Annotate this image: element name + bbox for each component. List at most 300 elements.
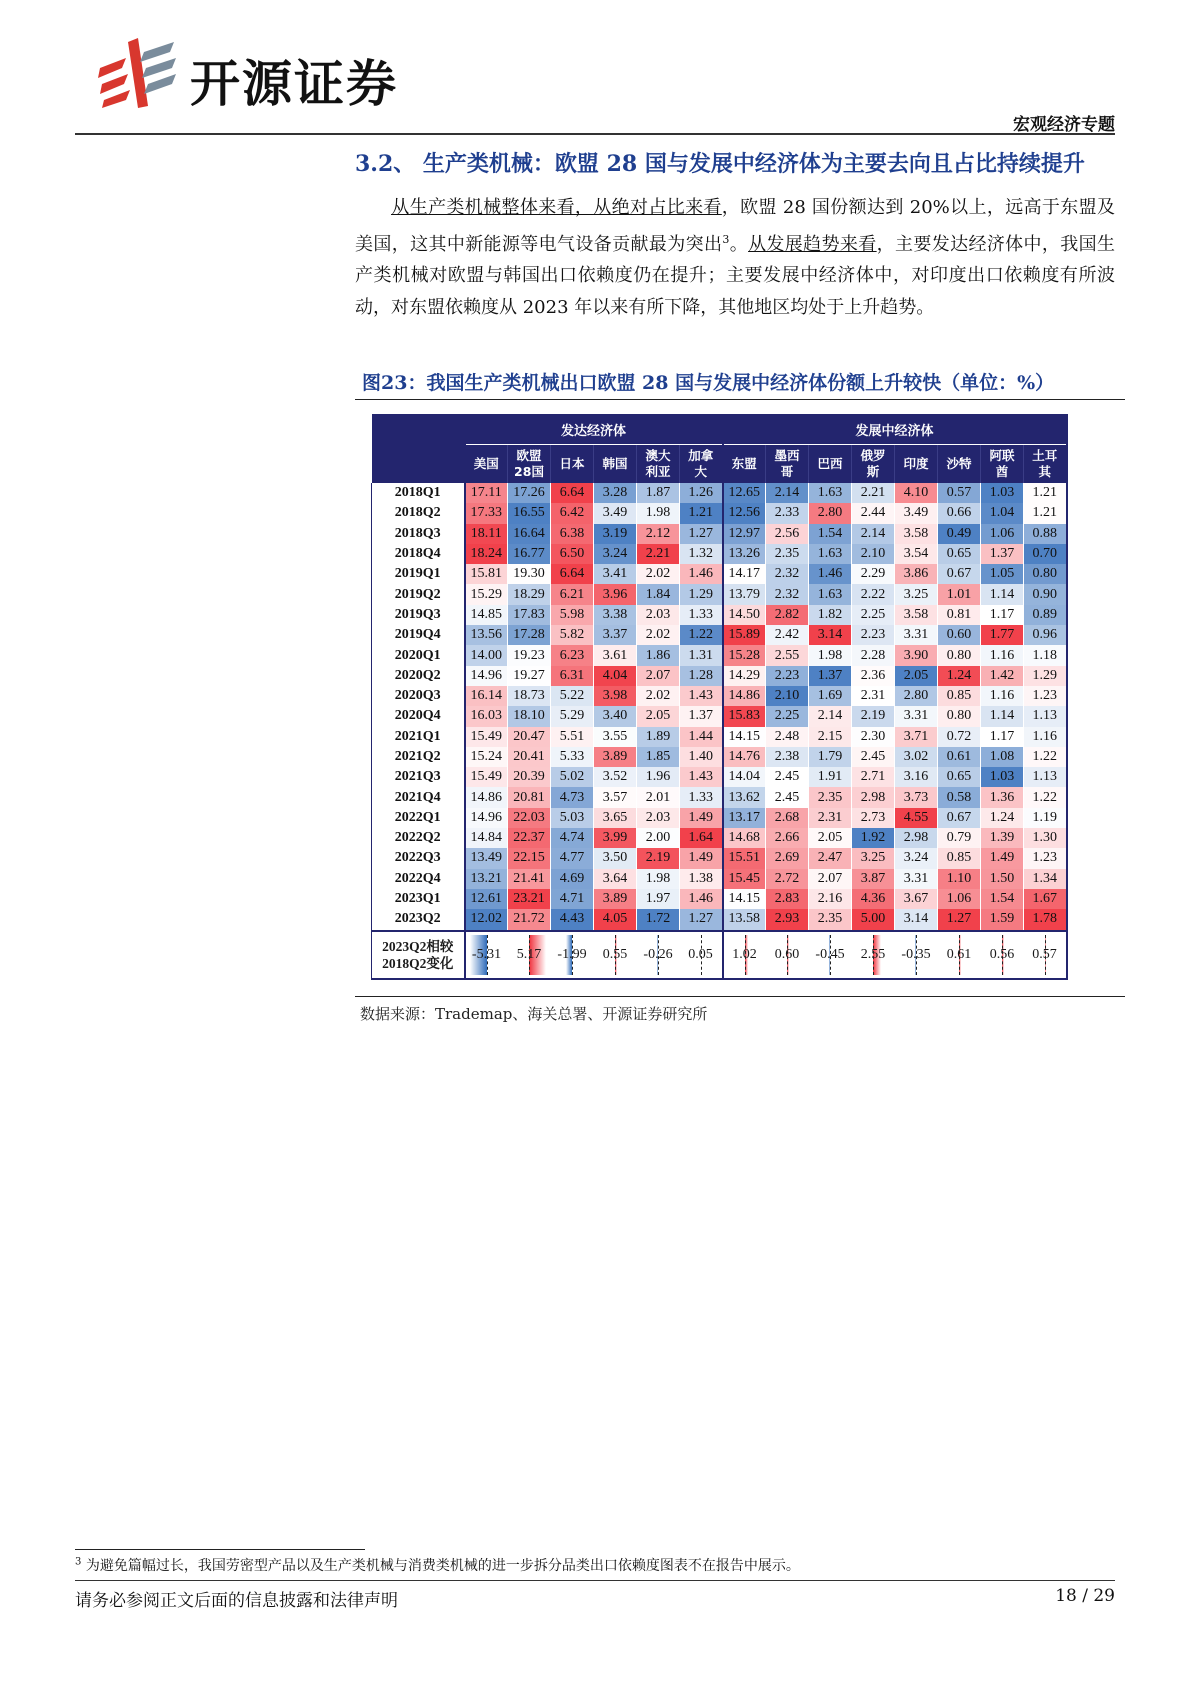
table-cell: 1.79 (809, 747, 852, 767)
table-cell: 1.19 (1024, 808, 1067, 828)
table-cell: 1.85 (637, 747, 680, 767)
footer-disclaimer[interactable]: 请务必参阅正文后面的信息披露和法律声明 (75, 1591, 398, 1611)
table-cell: 4.74 (551, 828, 594, 848)
column-header-line1: 东盟 (731, 456, 757, 471)
change-cell (766, 931, 809, 979)
table-row (372, 889, 1067, 909)
change-label-line2: 2018Q2变化 (382, 955, 454, 971)
table-cell: 20.39 (508, 767, 551, 787)
column-header-line2: 28国 (514, 464, 544, 479)
table-cell: 1.13 (1024, 767, 1067, 787)
table-cell: 13.58 (723, 909, 766, 930)
table-cell: 2.07 (809, 869, 852, 889)
table-cell: 14.96 (465, 666, 508, 686)
table-cell: 1.82 (809, 605, 852, 625)
table-cell: 1.59 (981, 909, 1024, 930)
table-cell: 3.99 (594, 828, 637, 848)
table-cell: 1.37 (981, 544, 1024, 564)
table-cell: 1.98 (637, 503, 680, 523)
change-cell (1024, 931, 1067, 979)
change-value: -0.26 (643, 946, 673, 962)
table-row (372, 666, 1067, 686)
table-cell: 2.31 (809, 808, 852, 828)
change-cell (637, 931, 680, 979)
table-cell: 2.01 (637, 787, 680, 807)
table-cell: 0.80 (938, 706, 981, 726)
table-cell: 1.23 (1024, 686, 1067, 706)
table-cell: 0.65 (938, 767, 981, 787)
table-cell: 1.49 (981, 848, 1024, 868)
column-header-line1: 沙特 (946, 456, 972, 471)
table-cell: 22.15 (508, 848, 551, 868)
table-cell: 3.24 (895, 848, 938, 868)
table-cell: 2.02 (637, 564, 680, 584)
table-cell: 15.89 (723, 625, 766, 645)
table-cell: 2.48 (766, 727, 809, 747)
table-cell: 17.33 (465, 503, 508, 523)
table-row (372, 787, 1067, 807)
table-cell: 6.42 (551, 503, 594, 523)
table-cell: 16.64 (508, 524, 551, 544)
table-row (372, 544, 1067, 564)
table-cell: 12.61 (465, 889, 508, 909)
table-cell: 1.43 (680, 686, 723, 706)
table-cell: 1.38 (680, 869, 723, 889)
table-cell: 14.68 (723, 828, 766, 848)
table-cell: 1.44 (680, 727, 723, 747)
table-cell: 14.85 (465, 605, 508, 625)
table-cell: 15.51 (723, 848, 766, 868)
table-cell: 1.04 (981, 503, 1024, 523)
table-cell: 3.25 (852, 848, 895, 868)
table-cell: 23.21 (508, 889, 551, 909)
table-cell: 0.85 (938, 686, 981, 706)
table-cell: 2.30 (852, 727, 895, 747)
table-cell: 14.50 (723, 605, 766, 625)
table-cell: 5.02 (551, 767, 594, 787)
table-cell: 1.43 (680, 767, 723, 787)
table-cell: 2.35 (809, 787, 852, 807)
table-cell: 14.15 (723, 889, 766, 909)
footnote-mark: 3 (75, 1556, 82, 1568)
table-cell: 1.46 (809, 564, 852, 584)
export-share-heatmap-table (371, 414, 1068, 980)
table-row (372, 564, 1067, 584)
table-cell: 1.46 (680, 889, 723, 909)
table-cell: 3.24 (594, 544, 637, 564)
table-cell: 2.14 (809, 706, 852, 726)
table-cell: 3.89 (594, 889, 637, 909)
table-cell: 1.49 (680, 848, 723, 868)
table-cell: 1.33 (680, 787, 723, 807)
logo-mark-icon (98, 38, 178, 108)
table-row (372, 605, 1067, 625)
table-cell: 0.67 (938, 564, 981, 584)
change-value: -5.31 (471, 946, 502, 962)
table-cell: 3.37 (594, 625, 637, 645)
table-cell: 1.26 (680, 483, 723, 503)
table-cell: 4.04 (594, 666, 637, 686)
table-cell: 0.96 (1024, 625, 1067, 645)
table-cell: 2.33 (766, 503, 809, 523)
table-cell: 13.56 (465, 625, 508, 645)
table-cell: 3.86 (895, 564, 938, 584)
table-cell: 1.54 (809, 524, 852, 544)
table-cell: 15.28 (723, 645, 766, 665)
table-cell: 1.24 (938, 666, 981, 686)
table-cell: 15.24 (465, 747, 508, 767)
table-cell: 6.38 (551, 524, 594, 544)
row-quarter-label: 2018Q3 (372, 524, 465, 544)
change-cell (852, 931, 895, 979)
table-cell: 2.72 (766, 869, 809, 889)
table-cell: 16.03 (465, 706, 508, 726)
column-header (852, 445, 895, 484)
row-quarter-label: 2021Q4 (372, 787, 465, 807)
table-cell: 1.05 (981, 564, 1024, 584)
table-cell: 2.98 (895, 828, 938, 848)
change-cell (723, 931, 766, 979)
table-cell: 6.50 (551, 544, 594, 564)
footnote-text: 为避免篇幅过长，我国劳密型产品以及生产类机械与消费类机械的进一步拆分品类出口依赖度图表不在报告中展示。 (81, 1558, 800, 1574)
table-cell: 0.72 (938, 727, 981, 747)
table-cell: 2.31 (852, 686, 895, 706)
table-cell: 0.89 (1024, 605, 1067, 625)
header-divider (75, 133, 1115, 135)
table-row (372, 625, 1067, 645)
table-cell: 3.87 (852, 869, 895, 889)
table-cell: 14.96 (465, 808, 508, 828)
table-cell: 12.97 (723, 524, 766, 544)
table-cell: 5.33 (551, 747, 594, 767)
table-cell: 3.41 (594, 564, 637, 584)
table-cell: 1.30 (1024, 828, 1067, 848)
table-cell: 6.64 (551, 483, 594, 503)
table-cell: 3.02 (895, 747, 938, 767)
change-value: 0.57 (1032, 946, 1057, 962)
table-cell: 2.45 (766, 787, 809, 807)
change-row (372, 931, 1067, 979)
row-quarter-label: 2018Q2 (372, 503, 465, 523)
table-cell: 1.46 (680, 564, 723, 584)
table-cell: 0.49 (938, 524, 981, 544)
table-cell: 17.26 (508, 483, 551, 503)
table-row (372, 828, 1067, 848)
table-cell: 1.64 (680, 828, 723, 848)
row-quarter-label: 2023Q1 (372, 889, 465, 909)
change-cell (465, 931, 508, 979)
table-cell: 1.22 (1024, 747, 1067, 767)
table-cell: 1.03 (981, 483, 1024, 503)
table-cell: 0.61 (938, 747, 981, 767)
footer-divider (75, 1580, 1115, 1581)
page-number: 18 / 29 (1055, 1586, 1115, 1606)
row-quarter-label: 2022Q1 (372, 808, 465, 828)
table-cell: 6.21 (551, 584, 594, 604)
table-cell: 2.38 (766, 747, 809, 767)
table-cell: 6.23 (551, 645, 594, 665)
table-cell: 13.17 (723, 808, 766, 828)
table-cell: 16.14 (465, 686, 508, 706)
table-cell: 2.23 (852, 625, 895, 645)
table-cell: 3.14 (809, 625, 852, 645)
table-cell: 2.68 (766, 808, 809, 828)
table-cell: 3.57 (594, 787, 637, 807)
change-cell (680, 931, 723, 979)
table-cell: 1.22 (1024, 787, 1067, 807)
table-cell: 13.21 (465, 869, 508, 889)
table-cell: 0.58 (938, 787, 981, 807)
table-cell: 1.34 (1024, 869, 1067, 889)
row-quarter-label: 2020Q3 (372, 686, 465, 706)
column-header-line1: 韩国 (602, 456, 628, 471)
table-cell: 6.64 (551, 564, 594, 584)
table-cell: 3.98 (594, 686, 637, 706)
table-cell: 2.29 (852, 564, 895, 584)
change-cell (895, 931, 938, 979)
table-cell: 16.55 (508, 503, 551, 523)
table-cell: 3.28 (594, 483, 637, 503)
change-value: 5.17 (516, 946, 542, 962)
table-cell: 1.84 (637, 584, 680, 604)
table-cell: 2.19 (637, 848, 680, 868)
table-cell: 0.67 (938, 808, 981, 828)
table-cell: 18.29 (508, 584, 551, 604)
table-row (372, 808, 1067, 828)
table-cell: 1.50 (981, 869, 1024, 889)
footnote (75, 1555, 800, 1575)
column-header (981, 445, 1024, 484)
row-quarter-label: 2022Q4 (372, 869, 465, 889)
table-cell: 1.29 (680, 584, 723, 604)
table-cell: 2.25 (766, 706, 809, 726)
table-cell: 14.84 (465, 828, 508, 848)
column-header (1024, 445, 1067, 484)
table-cell: 1.23 (1024, 848, 1067, 868)
figure-top-rule (355, 399, 1125, 400)
table-cell: 1.28 (680, 666, 723, 686)
table-cell: 2.55 (766, 645, 809, 665)
table-cell: 1.24 (981, 808, 1024, 828)
table-cell: 2.98 (852, 787, 895, 807)
table-cell: 1.63 (809, 483, 852, 503)
table-cell: 2.45 (852, 747, 895, 767)
column-header (766, 445, 809, 484)
table-row (372, 584, 1067, 604)
table-cell: 3.65 (594, 808, 637, 828)
table-cell: 17.11 (465, 483, 508, 503)
table-cell: 1.72 (637, 909, 680, 930)
column-header (594, 445, 637, 484)
table-cell: 16.77 (508, 544, 551, 564)
table-cell: 1.54 (981, 889, 1024, 909)
table-cell: 2.25 (852, 605, 895, 625)
table-cell: 3.58 (895, 605, 938, 625)
table-cell: 2.14 (852, 524, 895, 544)
row-quarter-label: 2018Q4 (372, 544, 465, 564)
report-type-label: 宏观经济专题 (1013, 115, 1115, 135)
column-header-line2: 斯 (866, 464, 880, 479)
table-cell: 2.02 (637, 686, 680, 706)
table-cell: 2.05 (637, 706, 680, 726)
table-cell: 1.39 (981, 828, 1024, 848)
table-cell: 2.02 (637, 625, 680, 645)
table-cell: 0.80 (938, 645, 981, 665)
table-cell: 2.28 (852, 645, 895, 665)
table-cell: 2.23 (766, 666, 809, 686)
table-cell: 1.98 (809, 645, 852, 665)
table-cell: 6.31 (551, 666, 594, 686)
table-cell: 13.79 (723, 584, 766, 604)
table-cell: 22.37 (508, 828, 551, 848)
table-cell: 2.80 (809, 503, 852, 523)
table-cell: 1.14 (981, 584, 1024, 604)
change-row-label (372, 931, 465, 979)
table-cell: 0.65 (938, 544, 981, 564)
column-header-line2: 哥 (780, 464, 794, 479)
table-cell: 4.05 (594, 909, 637, 930)
table-cell: 14.15 (723, 727, 766, 747)
para-text-1: ，欧盟 28 国份额达到 20%以上，远高于东盟及美国，这其中新能源等电气设备贡献最为突出 (355, 197, 1115, 255)
company-logo (98, 38, 428, 113)
table-cell: 0.60 (938, 625, 981, 645)
row-quarter-label: 2020Q2 (372, 666, 465, 686)
change-value: 0.05 (688, 946, 713, 962)
change-label-line1: 2023Q2相较 (382, 938, 454, 954)
emphasis-overall: 从生产类机械整体来看，从绝对占比来看 (391, 197, 722, 218)
change-value: -0.35 (901, 946, 931, 962)
table-cell: 14.86 (723, 686, 766, 706)
change-cell (809, 931, 852, 979)
table-cell: 2.14 (766, 483, 809, 503)
figure-title: 图23：我国生产类机械出口欧盟 28 国与发展中经济体份额上升较快（单位：%） (362, 372, 1055, 394)
table-cell: 3.89 (594, 747, 637, 767)
table-cell: 2.36 (852, 666, 895, 686)
change-cell (508, 931, 551, 979)
table-cell: 21.41 (508, 869, 551, 889)
table-cell: 14.86 (465, 787, 508, 807)
table-cell: 12.65 (723, 483, 766, 503)
change-value: 1.02 (732, 946, 757, 962)
table-cell: 2.15 (809, 727, 852, 747)
group-header-developing: 发展中经济体 (723, 414, 1067, 445)
row-quarter-label: 2019Q2 (372, 584, 465, 604)
table-cell: 1.21 (1024, 503, 1067, 523)
table-cell: 1.21 (680, 503, 723, 523)
table-cell: 1.08 (981, 747, 1024, 767)
table-row (372, 645, 1067, 665)
table-cell: 1.49 (680, 808, 723, 828)
table-cell: 2.12 (637, 524, 680, 544)
table-cell: 1.13 (1024, 706, 1067, 726)
table-cell: 2.05 (809, 828, 852, 848)
column-header-line2: 其 (1038, 464, 1051, 479)
table-cell: 1.16 (1024, 727, 1067, 747)
table-cell: 2.47 (809, 848, 852, 868)
table-cell: 0.81 (938, 605, 981, 625)
table-cell: 1.03 (981, 767, 1024, 787)
table-cell: 21.72 (508, 909, 551, 930)
table-cell: 2.44 (852, 503, 895, 523)
table-cell: 1.97 (637, 889, 680, 909)
table-cell: 1.96 (637, 767, 680, 787)
table-cell: 2.10 (852, 544, 895, 564)
row-quarter-label: 2022Q3 (372, 848, 465, 868)
table-cell: 4.55 (895, 808, 938, 828)
table-cell: 3.71 (895, 727, 938, 747)
table-cell: 1.37 (680, 706, 723, 726)
table-cell: 1.21 (1024, 483, 1067, 503)
table-cell: 1.69 (809, 686, 852, 706)
table-cell: 20.41 (508, 747, 551, 767)
change-value: 0.60 (774, 946, 800, 962)
table-cell: 3.55 (594, 727, 637, 747)
table-cell: 2.07 (637, 666, 680, 686)
table-cell: 1.10 (938, 869, 981, 889)
table-cell: 2.35 (809, 909, 852, 930)
table-cell: 5.82 (551, 625, 594, 645)
table-cell: 4.69 (551, 869, 594, 889)
table-cell: 3.31 (895, 706, 938, 726)
table-cell: 5.03 (551, 808, 594, 828)
table-cell: 1.36 (981, 787, 1024, 807)
table-cell: 2.21 (852, 483, 895, 503)
change-value: 0.55 (602, 946, 628, 962)
table-row (372, 503, 1067, 523)
table-cell: 3.14 (895, 909, 938, 930)
table-cell: 1.01 (938, 584, 981, 604)
table-cell: 3.67 (895, 889, 938, 909)
row-quarter-label: 2021Q1 (372, 727, 465, 747)
table-cell: 15.49 (465, 767, 508, 787)
column-header (551, 445, 594, 484)
table-cell: 14.29 (723, 666, 766, 686)
table-cell: 1.17 (981, 727, 1024, 747)
column-header-line1: 阿联 (989, 448, 1015, 463)
table-cell: 1.06 (938, 889, 981, 909)
table-row (372, 524, 1067, 544)
table-corner (372, 414, 465, 483)
row-quarter-label: 2020Q4 (372, 706, 465, 726)
column-header-line2: 酋 (995, 464, 1009, 479)
table-cell: 0.66 (938, 503, 981, 523)
table-cell: 2.05 (895, 666, 938, 686)
table-row (372, 767, 1067, 787)
table-cell: 0.80 (1024, 564, 1067, 584)
change-cell (981, 931, 1024, 979)
column-header-line1: 美国 (473, 456, 499, 471)
column-header (938, 445, 981, 484)
table-cell: 1.16 (981, 645, 1024, 665)
table-cell: 2.10 (766, 686, 809, 706)
table-cell: 13.49 (465, 848, 508, 868)
table-cell: 3.31 (895, 869, 938, 889)
table-cell: 2.42 (766, 625, 809, 645)
table-cell: 1.17 (981, 605, 1024, 625)
column-header (465, 445, 508, 484)
table-cell: 1.16 (981, 686, 1024, 706)
table-cell: 1.77 (981, 625, 1024, 645)
table-cell: 1.40 (680, 747, 723, 767)
table-cell: 18.24 (465, 544, 508, 564)
change-value: 2.55 (860, 946, 886, 962)
table-cell: 0.70 (1024, 544, 1067, 564)
footnote-ref[interactable]: 3 (722, 232, 730, 246)
table-cell: 0.79 (938, 828, 981, 848)
column-header-line2: 利亚 (645, 464, 671, 479)
group-header-developed: 发达经济体 (465, 414, 723, 445)
table-cell: 17.28 (508, 625, 551, 645)
